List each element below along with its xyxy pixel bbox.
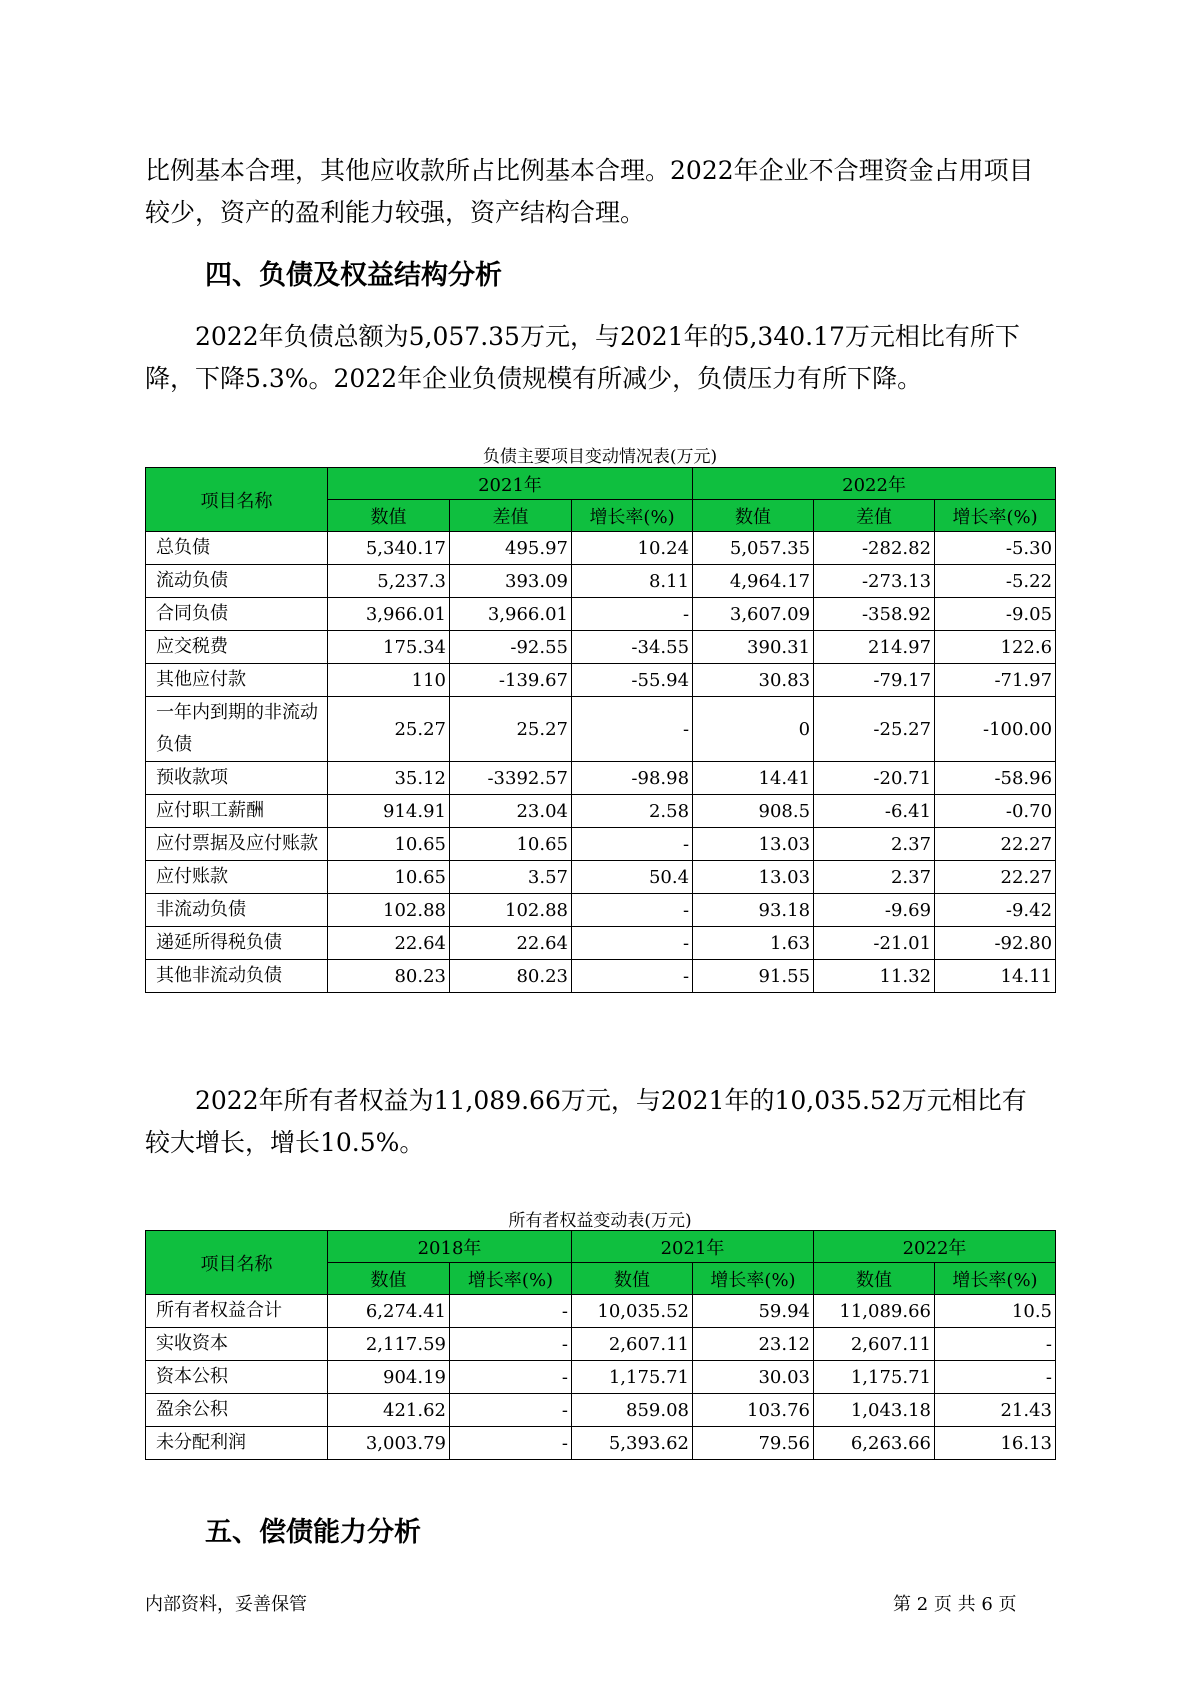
row-label: 所有者权益合计 [146, 1295, 328, 1328]
footer-confidential-note: 内部资料，妥善保管 [145, 1594, 307, 1615]
table-cell: 2.37 [814, 828, 935, 861]
table-cell: 1.63 [693, 927, 814, 960]
table-row [146, 532, 1056, 565]
table-row [146, 631, 1056, 664]
table-cell: 10.65 [450, 828, 572, 861]
row-label: 应付票据及应付账款 [146, 828, 328, 861]
table-cell: -9.69 [814, 894, 935, 927]
row-label: 总负债 [146, 532, 328, 565]
column-header-diff: 差值 [814, 500, 935, 532]
row-label: 应付职工薪酬 [146, 795, 328, 828]
table-cell: 23.12 [693, 1328, 814, 1361]
table-cell: 3,003.79 [328, 1427, 450, 1460]
table-row [146, 861, 1056, 894]
table-cell: -58.96 [935, 762, 1056, 795]
table-row [146, 1295, 1056, 1328]
table-cell: -71.97 [935, 664, 1056, 697]
column-header-year-2022: 2022年 [693, 468, 1056, 500]
table-cell: 6,263.66 [814, 1427, 935, 1460]
column-header-item: 项目名称 [146, 1231, 328, 1295]
table-cell: -21.01 [814, 927, 935, 960]
table-cell: 914.91 [328, 795, 450, 828]
section-5-heading: 五、偿债能力分析 [205, 1517, 421, 1548]
table-cell: 0 [693, 697, 814, 762]
table-cell: 10.65 [328, 828, 450, 861]
table-cell: 10.24 [572, 532, 693, 565]
table-cell: 22.27 [935, 828, 1056, 861]
table-cell: - [572, 960, 693, 993]
table-cell: 110 [328, 664, 450, 697]
table-cell: 79.56 [693, 1427, 814, 1460]
section-4-paragraph-2: 2022年所有者权益为11,089.66万元，与2021年的10,035.52万元相比有较大增长，增长10.5%。 [145, 1086, 1027, 1157]
table-cell: 122.6 [935, 631, 1056, 664]
table-cell: -9.05 [935, 598, 1056, 631]
table-cell: 16.13 [935, 1427, 1056, 1460]
table-cell: 3,966.01 [450, 598, 572, 631]
row-label: 其他非流动负债 [146, 960, 328, 993]
table-cell: - [450, 1328, 572, 1361]
table-cell: 5,237.3 [328, 565, 450, 598]
table-cell: 80.23 [450, 960, 572, 993]
table-cell: 10.65 [328, 861, 450, 894]
row-label: 非流动负债 [146, 894, 328, 927]
table-cell: 3,607.09 [693, 598, 814, 631]
table-cell: -25.27 [814, 697, 935, 762]
table-cell: - [572, 927, 693, 960]
equity-table [145, 1230, 1056, 1460]
table-cell: 10,035.52 [572, 1295, 693, 1328]
table-cell: -20.71 [814, 762, 935, 795]
liabilities-table [145, 467, 1056, 993]
table-cell: 859.08 [572, 1394, 693, 1427]
row-label: 流动负债 [146, 565, 328, 598]
column-header-rate: 增长率(%) [693, 1263, 814, 1295]
row-label: 实收资本 [146, 1328, 328, 1361]
table-cell: 22.64 [328, 927, 450, 960]
row-label: 预收款项 [146, 762, 328, 795]
table-cell: 1,175.71 [814, 1361, 935, 1394]
table-cell: 2.37 [814, 861, 935, 894]
table-cell: 904.19 [328, 1361, 450, 1394]
table-cell: - [572, 894, 693, 927]
table-cell: 421.62 [328, 1394, 450, 1427]
section-4-paragraph-1: 2022年负债总额为5,057.35万元，与2021年的5,340.17万元相比有所下降，下降5.3%。2022年企业负债规模有所减少，负债压力有所下降。 [145, 322, 1020, 393]
column-header-rate: 增长率(%) [572, 500, 693, 532]
table-cell: 8.11 [572, 565, 693, 598]
table-cell: 22.27 [935, 861, 1056, 894]
table-cell: 93.18 [693, 894, 814, 927]
table-cell: 908.5 [693, 795, 814, 828]
table-cell: - [572, 828, 693, 861]
table-cell: -139.67 [450, 664, 572, 697]
section-4-heading: 四、负债及权益结构分析 [205, 260, 502, 291]
table-cell: 3,966.01 [328, 598, 450, 631]
intro-paragraph: 比例基本合理，其他应收款所占比例基本合理。2022年企业不合理资金占用项目较少，资产的盈利能力较强，资产结构合理。 [145, 156, 1034, 227]
table-cell: -0.70 [935, 795, 1056, 828]
row-label: 递延所得税负债 [146, 927, 328, 960]
row-label: 应交税费 [146, 631, 328, 664]
table-cell: 10.5 [935, 1295, 1056, 1328]
column-header-item: 项目名称 [146, 468, 328, 532]
table-cell: 11.32 [814, 960, 935, 993]
table-row [146, 795, 1056, 828]
table-row [146, 1394, 1056, 1427]
table-row [146, 697, 1056, 762]
table-cell: - [572, 697, 693, 762]
table-cell: -34.55 [572, 631, 693, 664]
column-header-rate: 增长率(%) [935, 1263, 1056, 1295]
table-cell: 1,043.18 [814, 1394, 935, 1427]
table-row [146, 762, 1056, 795]
table-cell: 6,274.41 [328, 1295, 450, 1328]
row-label: 其他应付款 [146, 664, 328, 697]
table-cell: -358.92 [814, 598, 935, 631]
table-cell: - [935, 1361, 1056, 1394]
column-header-rate: 增长率(%) [450, 1263, 572, 1295]
table-cell: -79.17 [814, 664, 935, 697]
table-row [146, 828, 1056, 861]
table-cell: -98.98 [572, 762, 693, 795]
table-cell: 21.43 [935, 1394, 1056, 1427]
row-label: 未分配利润 [146, 1427, 328, 1460]
table-row [146, 927, 1056, 960]
table-cell: 4,964.17 [693, 565, 814, 598]
table-cell: 35.12 [328, 762, 450, 795]
table-cell: 2,607.11 [814, 1328, 935, 1361]
table-row [146, 598, 1056, 631]
table-cell: - [450, 1361, 572, 1394]
row-label: 合同负债 [146, 598, 328, 631]
table-cell: 14.41 [693, 762, 814, 795]
column-header-year-2018: 2018年 [328, 1231, 572, 1263]
table-cell: 80.23 [328, 960, 450, 993]
table-cell: 5,340.17 [328, 532, 450, 565]
column-header-diff: 差值 [450, 500, 572, 532]
table-row [146, 664, 1056, 697]
column-header-value: 数值 [572, 1263, 693, 1295]
table-row [146, 565, 1056, 598]
table-cell: 23.04 [450, 795, 572, 828]
table-1-caption: 负债主要项目变动情况表(万元) [482, 447, 718, 467]
table-cell: 495.97 [450, 532, 572, 565]
table-cell: - [935, 1328, 1056, 1361]
column-header-year-2021: 2021年 [328, 468, 693, 500]
table-row [146, 960, 1056, 993]
column-header-value: 数值 [328, 500, 450, 532]
table-cell: -5.22 [935, 565, 1056, 598]
table-cell: -3392.57 [450, 762, 572, 795]
table-cell: 5,393.62 [572, 1427, 693, 1460]
row-label: 应付账款 [146, 861, 328, 894]
table-cell: 102.88 [450, 894, 572, 927]
column-header-year-2022: 2022年 [814, 1231, 1056, 1263]
row-label: 盈余公积 [146, 1394, 328, 1427]
table-cell: -5.30 [935, 532, 1056, 565]
row-label: 资本公积 [146, 1361, 328, 1394]
column-header-value: 数值 [693, 500, 814, 532]
table-cell: - [450, 1295, 572, 1328]
table-row [146, 1328, 1056, 1361]
table-row [146, 1361, 1056, 1394]
table-cell: -92.55 [450, 631, 572, 664]
table-row [146, 1427, 1056, 1460]
table-cell: -55.94 [572, 664, 693, 697]
table-cell: 390.31 [693, 631, 814, 664]
table-cell: 30.83 [693, 664, 814, 697]
table-cell: 11,089.66 [814, 1295, 935, 1328]
table-cell: 25.27 [450, 697, 572, 762]
table-cell: 214.97 [814, 631, 935, 664]
table-cell: 2,607.11 [572, 1328, 693, 1361]
row-label: 一年内到期的非流动负债 [146, 697, 328, 762]
table-cell: 103.76 [693, 1394, 814, 1427]
table-cell: 393.09 [450, 565, 572, 598]
table-cell: 5,057.35 [693, 532, 814, 565]
table-cell: 2.58 [572, 795, 693, 828]
table-cell: 13.03 [693, 828, 814, 861]
table-row [146, 894, 1056, 927]
table-cell: 91.55 [693, 960, 814, 993]
table-cell: 59.94 [693, 1295, 814, 1328]
table-cell: -9.42 [935, 894, 1056, 927]
table-cell: -273.13 [814, 565, 935, 598]
table-cell: 2,117.59 [328, 1328, 450, 1361]
footer-page-number: 第 2 页 共 6 页 [893, 1594, 1017, 1615]
table-cell: 25.27 [328, 697, 450, 762]
column-header-value: 数值 [328, 1263, 450, 1295]
table-cell: 102.88 [328, 894, 450, 927]
table-cell: 22.64 [450, 927, 572, 960]
table-cell: 175.34 [328, 631, 450, 664]
table-cell: - [450, 1427, 572, 1460]
table-cell: -6.41 [814, 795, 935, 828]
table-2-caption: 所有者权益变动表(万元) [508, 1211, 692, 1231]
column-header-year-2021: 2021年 [572, 1231, 814, 1263]
table-cell: 3.57 [450, 861, 572, 894]
table-cell: 1,175.71 [572, 1361, 693, 1394]
table-cell: - [450, 1394, 572, 1427]
table-cell: 30.03 [693, 1361, 814, 1394]
table-cell: -282.82 [814, 532, 935, 565]
table-cell: -100.00 [935, 697, 1056, 762]
table-cell: 14.11 [935, 960, 1056, 993]
table-cell: -92.80 [935, 927, 1056, 960]
column-header-value: 数值 [814, 1263, 935, 1295]
table-cell: - [572, 598, 693, 631]
column-header-rate: 增长率(%) [935, 500, 1056, 532]
table-cell: 50.4 [572, 861, 693, 894]
table-cell: 13.03 [693, 861, 814, 894]
